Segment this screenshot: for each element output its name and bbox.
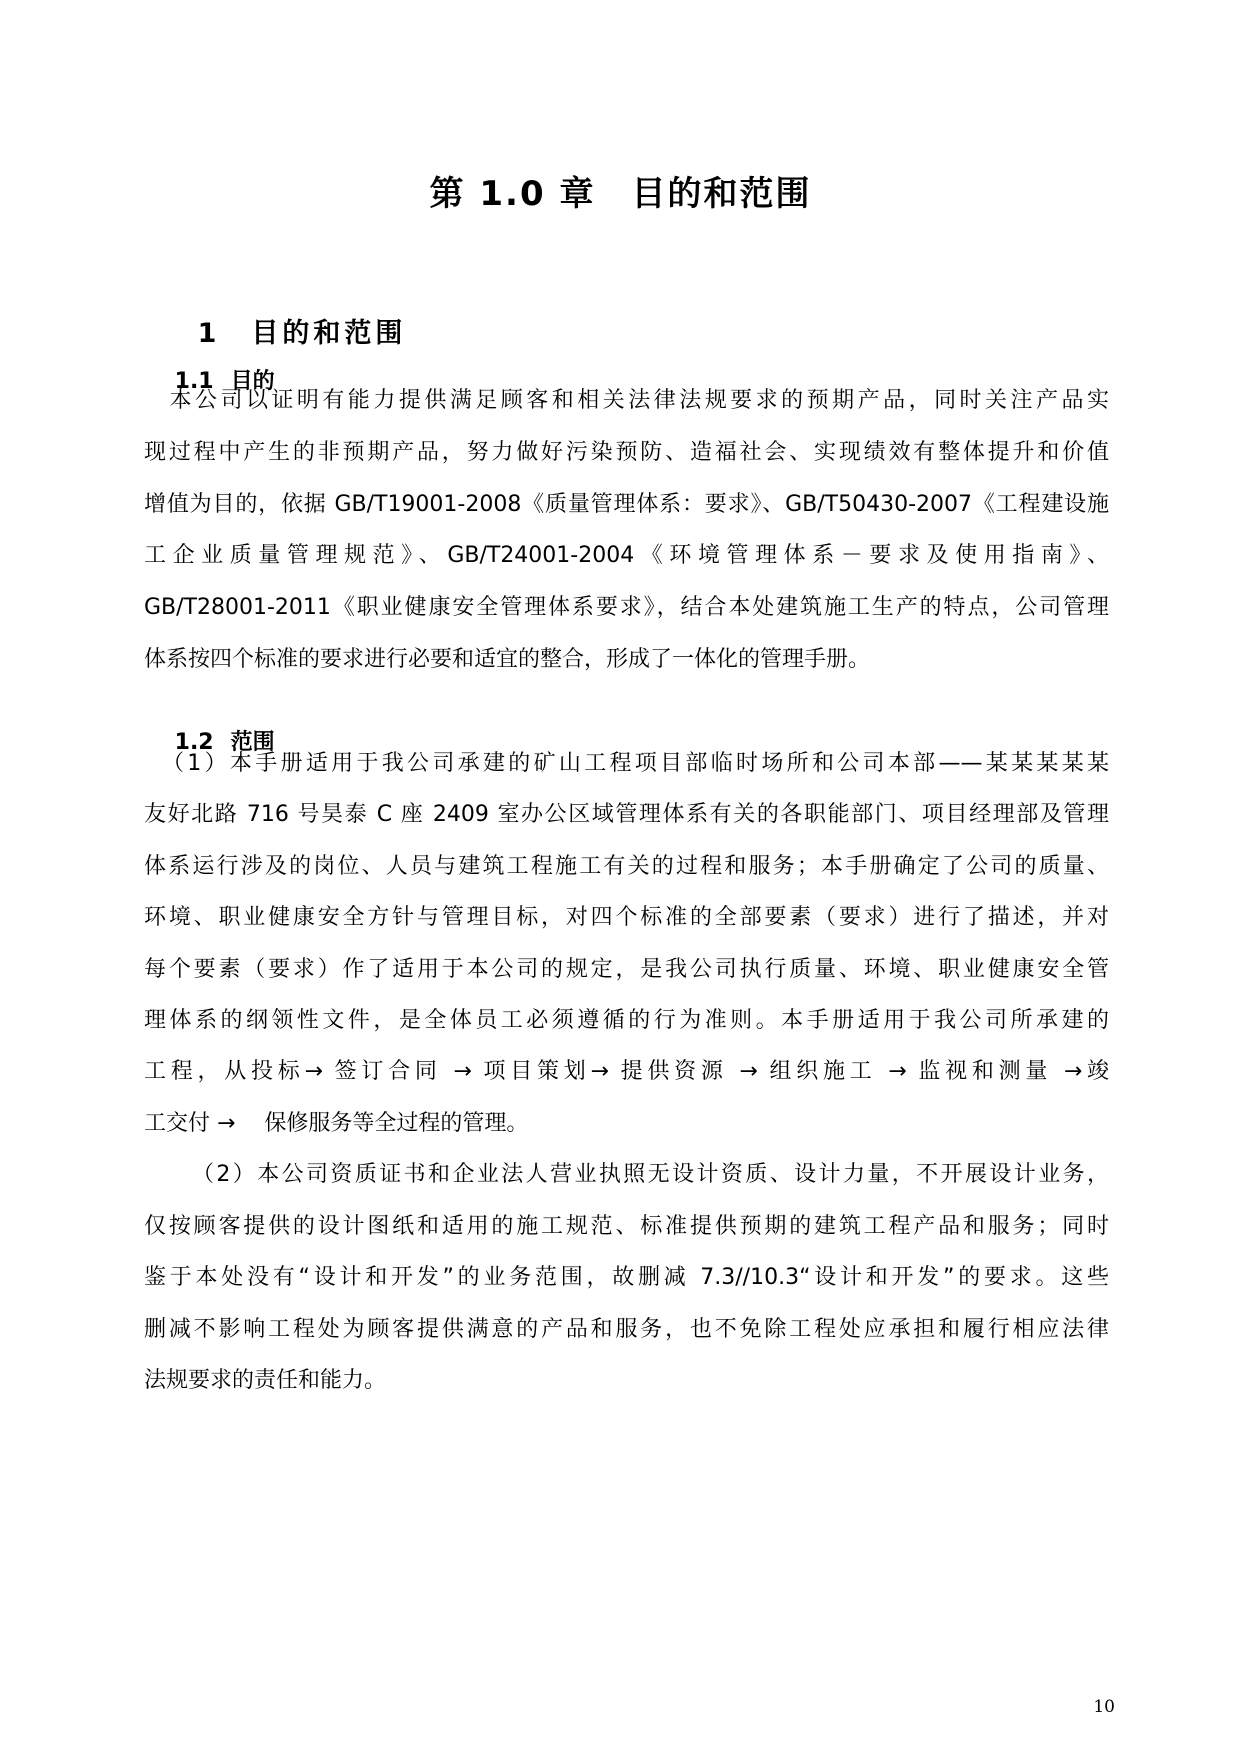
purpose-line-3: 增值为目的，依据 GB/T19001-2008《质量管理体系：要求》、GB/T50430-2007《工程建设施	[144, 492, 1109, 517]
scope-line-4: 环境、职业健康安全方针与管理目标，对四个标准的全部要素（要求）进行了描述，并对	[144, 905, 1109, 930]
scope-line-1: （1）本手册适用于我公司承建的矿山工程项目部临时场所和公司本部——某某某某某	[162, 751, 1109, 776]
scope-line-3: 体系运行涉及的岗位、人员与建筑工程施工有关的过程和服务；本手册确定了公司的质量、	[144, 854, 1109, 879]
chapter-title: 第 1.0 章 目的和范围	[429, 174, 812, 214]
scope-line-7: 工程，从投标→ 签订合同 → 项目策划→ 提供资源 → 组织施工 → 监视和测量 →竣	[144, 1059, 1109, 1084]
section-1-1-number: 1.1	[174, 369, 214, 394]
purpose-line-1: 本公司以证明有能力提供满足顾客和相关法律法规要求的预期产品，同时关注产品实	[144, 388, 1109, 413]
section-1-title: 目的和范围	[251, 318, 407, 349]
scope-line-10: 仅按顾客提供的设计图纸和适用的施工规范、标准提供预期的建筑工程产品和服务；同时	[144, 1214, 1109, 1239]
scope-line-5: 每个要素（要求）作了适用于本公司的规定，是我公司执行质量、环境、职业健康安全管	[144, 957, 1109, 982]
purpose-line-2: 现过程中产生的非预期产品，努力做好污染预防、造福社会、实现绩效有整体提升和价值	[144, 440, 1109, 465]
scope-line-2: 友好北路 716 号昊泰 C 座 2409 室办公区域管理体系有关的各职能部门、项目经理部及管理	[144, 802, 1109, 827]
scope-line-9: （2）本公司资质证书和企业法人营业执照无设计资质、设计力量，不开展设计业务，	[192, 1162, 1109, 1187]
purpose-line-4: 工企业质量管理规范》、GB/T24001-2004《环境管理体系－要求及使用指南》、	[144, 543, 1109, 568]
purpose-line-5: GB/T28001-2011《职业健康安全管理体系要求》，结合本处建筑施工生产的特点，公司管理	[144, 595, 1109, 620]
section-1-1-title: 目的	[230, 369, 275, 394]
scope-line-13: 法规要求的责任和能力。	[144, 1368, 387, 1393]
page-number: 10	[1093, 1697, 1115, 1717]
section-1-2-title: 范围	[230, 730, 275, 755]
scope-line-12: 删减不影响工程处为顾客提供满意的产品和服务，也不免除工程处应承担和履行相应法律	[144, 1317, 1109, 1342]
scope-line-8: 工交付 → 保修服务等全过程的管理。	[144, 1111, 529, 1136]
scope-line-6: 理体系的纲领性文件，是全体员工必须遵循的行为准则。本手册适用于我公司所承建的	[144, 1008, 1109, 1033]
purpose-line-6: 体系按四个标准的要求进行必要和适宜的整合，形成了一体化的管理手册。	[144, 647, 871, 672]
section-1-number: 1	[197, 318, 221, 349]
section-1-2-number: 1.2	[174, 730, 214, 755]
scope-line-11: 鉴于本处没有“设计和开发”的业务范围，故删减 7.3//10.3“设计和开发”的要求。这些	[144, 1265, 1109, 1290]
